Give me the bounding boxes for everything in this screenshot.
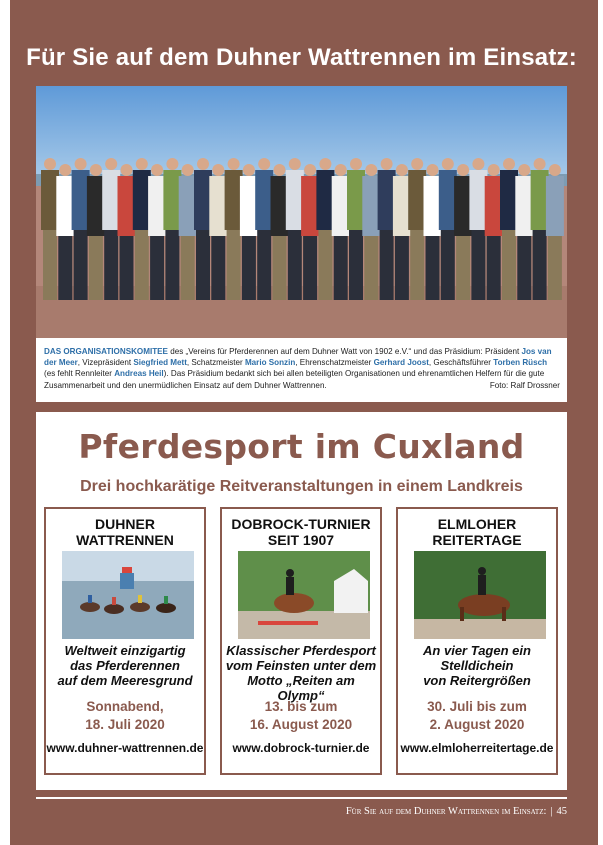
advertisement-panel — [36, 412, 567, 790]
caption-name: Torben Rüsch — [493, 358, 548, 368]
person-body — [531, 170, 549, 230]
running-title: Für Sie auf dem Duhner Wattrennen im Einsatz: — [345, 806, 547, 817]
person-legs — [471, 230, 485, 300]
person-legs — [548, 236, 562, 300]
person-legs — [58, 236, 72, 300]
caption-text: , Ehrenschatzmeister — [295, 358, 374, 368]
person-legs — [426, 236, 440, 300]
person-body — [393, 176, 411, 236]
footer-separator: | — [550, 806, 553, 817]
person-head — [151, 164, 163, 176]
caption-name: Jos van der Meer — [44, 347, 552, 368]
person-legs — [135, 230, 149, 300]
person-head — [350, 158, 362, 170]
person-head — [457, 164, 469, 176]
event-url[interactable]: www.dobrock-turnier.de — [232, 741, 370, 755]
person-legs — [227, 230, 241, 300]
person-head — [75, 158, 87, 170]
person-body — [271, 176, 289, 236]
caption-box — [36, 338, 567, 402]
person-head — [243, 164, 255, 176]
person-head — [518, 164, 530, 176]
person-head — [212, 164, 224, 176]
person-head — [258, 158, 270, 170]
caption-text: (es fehlt Rennleiter — [44, 369, 115, 379]
person-body — [286, 170, 304, 230]
person-head — [411, 158, 423, 170]
person-head — [396, 164, 408, 176]
person-legs — [395, 236, 409, 300]
caption-name: Siegfried Mett — [133, 358, 187, 368]
photo-caption — [44, 346, 560, 391]
person-legs — [517, 236, 531, 300]
person-body — [439, 170, 457, 230]
person-head — [59, 164, 71, 176]
person-legs — [104, 230, 118, 300]
event-date: 13. bis zum 16. August 2020 — [249, 699, 353, 732]
event-url[interactable]: www.duhner-wattrennen.de — [46, 741, 204, 755]
person-head — [289, 158, 301, 170]
person-head — [90, 164, 102, 176]
person-legs — [487, 236, 501, 300]
person-head — [166, 158, 178, 170]
person-head — [549, 164, 561, 176]
caption-text: , Schatzmeister — [186, 358, 245, 368]
event-description: Klassischer Pferdesport vom Feinsten unter dem Motto „Reiten am Olymp“ — [225, 643, 377, 703]
person-legs — [150, 236, 164, 300]
person-legs — [318, 230, 332, 300]
caption-name: DAS ORGANISATIONSKOMITEE — [44, 347, 168, 356]
person-legs — [257, 230, 271, 300]
person-legs — [364, 236, 378, 300]
page-headline: Für Sie auf dem Duhner Wattrennen im Einsatz: — [26, 44, 577, 71]
person-body — [362, 176, 380, 236]
person-legs — [380, 230, 394, 300]
person-head — [319, 158, 331, 170]
event-description: An vier Tagen ein Stelldichein von Reitergrößen — [423, 643, 531, 688]
person-head — [228, 158, 240, 170]
caption-text: ). Das Präsidium bedankt sich bei allen beteiligten Organisationen und ehrenamtlichen Helfern für die gute Zusammenarbeit und den unermüdlichen Einsatz auf dem Duhner Wattrennen. — [44, 369, 545, 390]
person-legs — [242, 236, 256, 300]
person-head — [121, 164, 133, 176]
caption-text: , Vizepräsident — [77, 358, 134, 368]
person-head — [442, 158, 454, 170]
ad-subtitle: Drei hochkarätige Reitveranstaltungen in einem Landkreis — [80, 478, 523, 495]
person-legs — [502, 230, 516, 300]
person-legs — [196, 230, 210, 300]
page-footer — [346, 806, 567, 817]
person-head — [136, 158, 148, 170]
photo-credit: Foto: Ralf Drossner — [489, 380, 560, 390]
caption-text: des „Vereins für Pferderennen auf dem Duhner Watt von 1902 e.V.“ und das Präsidium: Präsident — [167, 347, 522, 356]
event-photo-wattrennen — [62, 551, 194, 639]
person-head — [503, 158, 515, 170]
event-title: DOBROCK-TURNIER SEIT 1907 — [231, 516, 371, 548]
person-head — [304, 164, 316, 176]
event-title: DUHNER WATTRENNEN — [76, 516, 174, 548]
person-legs — [43, 230, 57, 300]
person-head — [365, 164, 377, 176]
person-legs — [181, 236, 195, 300]
caption-name: Andreas Heil — [114, 369, 164, 379]
person-head — [105, 158, 117, 170]
person-legs — [334, 236, 348, 300]
caption-name: Gerhard Joost — [373, 358, 429, 368]
person-head — [488, 164, 500, 176]
event-date: Sonnabend, 18. Juli 2020 — [85, 699, 165, 732]
ad-title: Pferdesport im Cuxland — [78, 427, 525, 466]
person-legs — [410, 230, 424, 300]
person-legs — [89, 236, 103, 300]
caption-text: , Geschäftsführer — [428, 358, 494, 368]
event-date: 30. Juli bis zum 2. August 2020 — [427, 699, 527, 732]
person-head — [472, 158, 484, 170]
person-legs — [456, 236, 470, 300]
person-legs — [349, 230, 363, 300]
person-legs — [533, 230, 547, 300]
person-head — [335, 164, 347, 176]
person-body — [546, 176, 564, 236]
person-head — [427, 164, 439, 176]
person-head — [182, 164, 194, 176]
person-body — [469, 170, 487, 230]
person-legs — [273, 236, 287, 300]
caption-name: Mario Sonzin — [244, 358, 296, 368]
person-legs — [120, 236, 134, 300]
person-legs — [74, 230, 88, 300]
person-head — [44, 158, 56, 170]
event-card-dobrock — [220, 507, 382, 775]
event-photo-elmloh — [414, 551, 546, 639]
person-legs — [441, 230, 455, 300]
person-head — [274, 164, 286, 176]
event-title: ELMLOHER REITERTAGE — [432, 516, 522, 548]
group-photo — [36, 86, 567, 338]
event-url[interactable]: www.elmloherreitertage.de — [400, 741, 554, 755]
event-card-elmloh — [396, 507, 558, 775]
person-legs — [303, 236, 317, 300]
event-photo-dobrock — [238, 551, 370, 639]
page-number: 45 — [556, 806, 567, 817]
person-legs — [288, 230, 302, 300]
person-head — [381, 158, 393, 170]
footer-divider — [36, 797, 567, 799]
person-legs — [211, 236, 225, 300]
person-body — [316, 170, 334, 230]
person-head — [534, 158, 546, 170]
person-head — [197, 158, 209, 170]
person-body — [515, 176, 533, 236]
event-description: Weltweit einzigartig das Pferderennen auf dem Meeresgrund — [57, 643, 193, 688]
person-legs — [165, 230, 179, 300]
event-card-wattrennen — [44, 507, 206, 775]
